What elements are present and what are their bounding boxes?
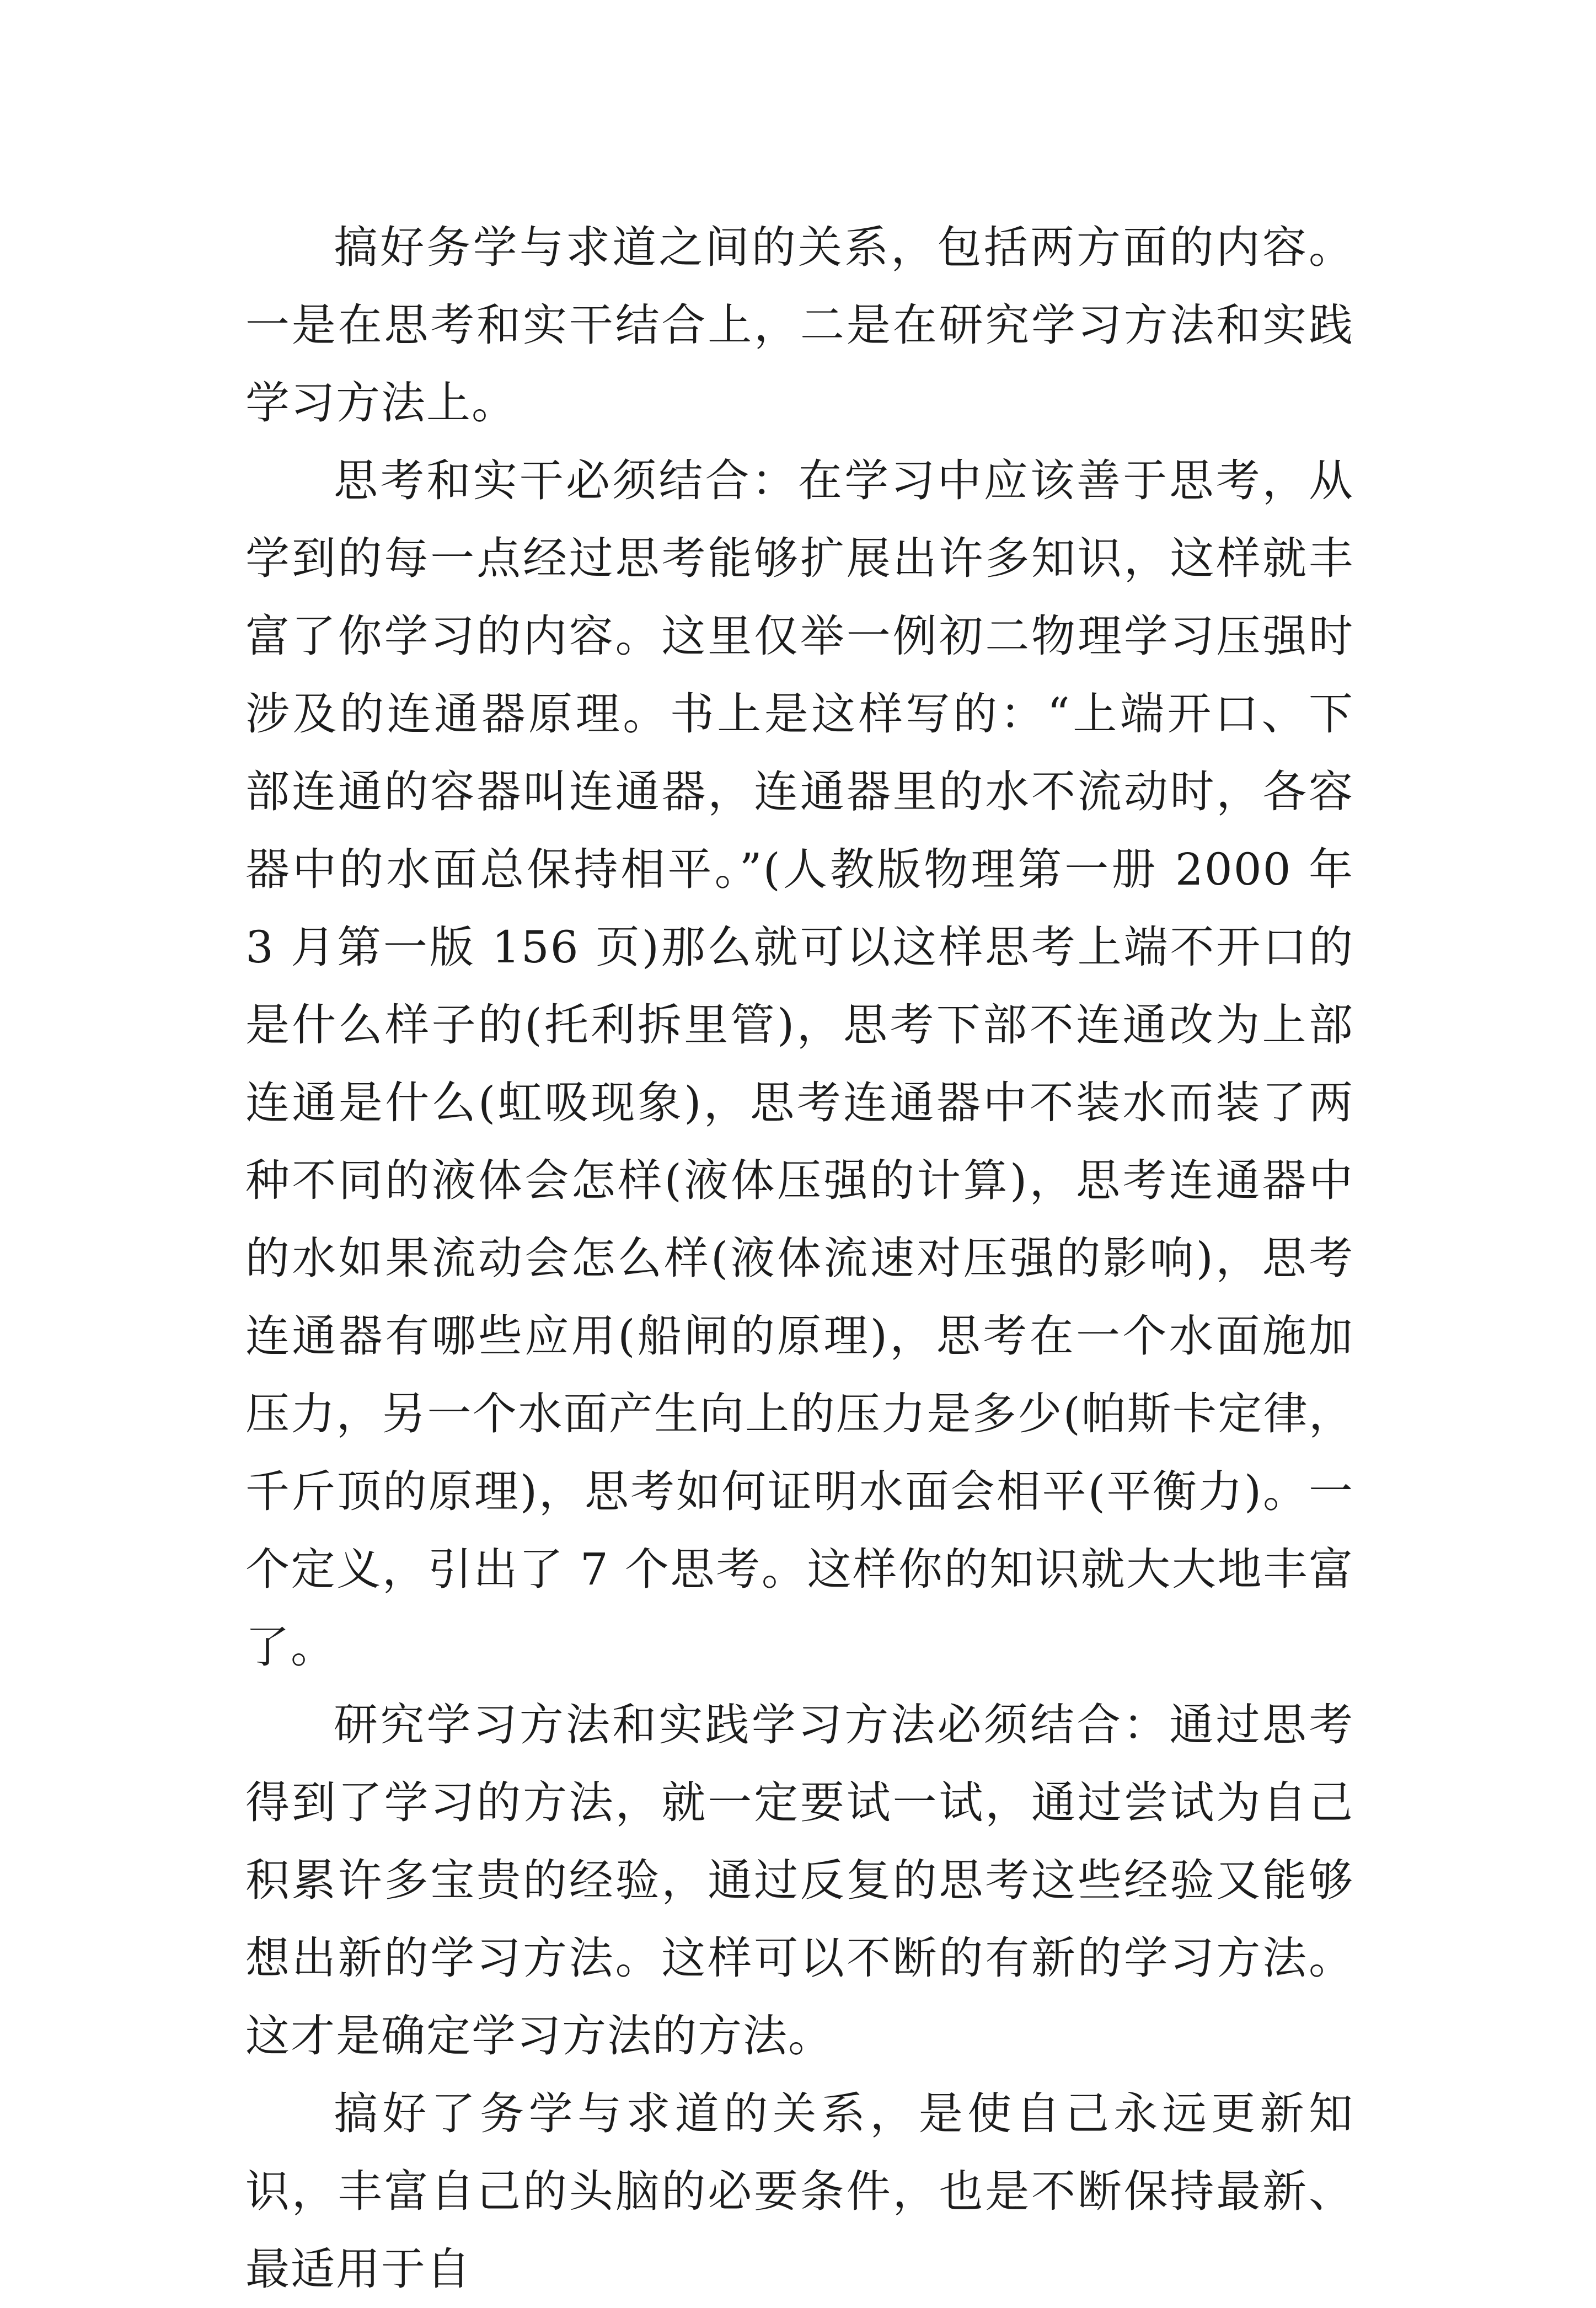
document-body	[245, 208, 1354, 2308]
paragraph-conclusion: 搞好了务学与求道的关系，是使自己永远更新知识，丰富自己的头脑的必要条件，也是不断保持最新、最适用于自	[245, 2088, 1354, 2295]
paragraph-relationship-intro: 搞好务学与求道之间的关系，包括两方面的内容。一是在思考和实干结合上，二是在研究学习方法和实践学习方法上。	[245, 222, 1354, 429]
paragraph-study-methods: 研究学习方法和实践学习方法必须结合：通过思考得到了学习的方法，就一定要试一试，通过尝试为自己积累许多宝贵的经验，通过反复的思考这些经验又能够想出新的学习方法。这样可以不断的有新的学习方法。这才是确定学习方法的方法。	[245, 1699, 1354, 2061]
paragraph-thinking-and-doing: 思考和实干必须结合：在学习中应该善于思考，从学到的每一点经过思考能够扩展出许多知识，这样就丰富了你学习的内容。这里仅举一例初二物理学习压强时涉及的连通器原理。书上是这样写的：“上端开口、下部连通的容器叫连通器，连通器里的水不流动时，各容器中的水面总保持相平。”(人教版物理第一册 2000 年 3 月第一版 156 页)那么就可以这样思考上端不开口的是什么样子的(托利拆里管)，思考下部不连通改为上部连通是什么(虹吸现象)，思考连通器中不装水而装了两种不同的液体会怎样(液体压强的计算)，思考连通器中的水如果流动会怎么样(液体流速对压强的影响)，思考连通器有哪些应用(船闸的原理)，思考在一个水面施加压力，另一个水面产生向上的压力是多少(帕斯卡定律，千斤顶的原理)，思考如何证明水面会相平(平衡力)。一个定义，引出了 7 个思考。这样你的知识就大大地丰富了。	[245, 455, 1354, 1673]
